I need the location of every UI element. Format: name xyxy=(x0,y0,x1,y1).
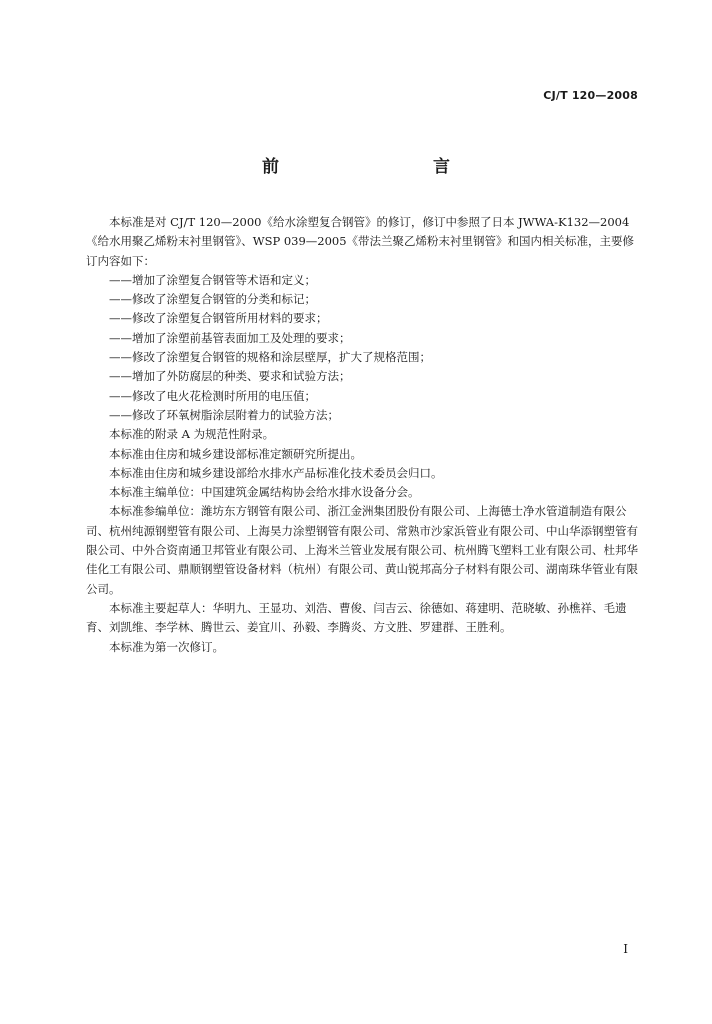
appendix-note: 本标准的附录 A 为规范性附录。 xyxy=(109,427,275,442)
list-item: ——增加了涂塑复合钢管等术语和定义； xyxy=(109,272,316,287)
change-list xyxy=(86,271,638,425)
document-body xyxy=(86,213,638,657)
list-item: ——修改了涂塑复合钢管的分类和标记； xyxy=(109,292,316,307)
committee-note: 本标准由住房和城乡建设部给水排水产品标准化技术委员会归口。 xyxy=(109,465,443,480)
list-item: ——增加了外防腐层的种类、要求和试验方法； xyxy=(109,369,351,384)
page-title: 前 言 xyxy=(262,157,490,177)
list-item: ——修改了电火花检测时所用的电压值； xyxy=(109,388,316,403)
list-item: ——修改了涂塑复合钢管所用材料的要求； xyxy=(109,311,328,326)
list-item: ——修改了环氧树脂涂层附着力的试验方法； xyxy=(109,407,339,422)
drafters-paragraph: 本标准主要起草人：华明九、王显功、刘浩、曹俊、闫吉云、徐德如、蒋建明、范晓敏、孙樵祥、毛遗育、刘凯维、李学林、腾世云、姜宜川、孙毅、李腾炎、方文胜、罗建群、王胜利。 xyxy=(86,600,627,635)
revision-note: 本标准为第一次修订。 xyxy=(109,639,224,654)
page-number: I xyxy=(623,942,628,956)
list-item: ——增加了涂塑前基管表面加工及处理的要求； xyxy=(109,330,351,345)
intro-paragraph: 本标准是对 CJ/T 120—2000《给水涂塑复合钢管》的修订，修订中参照了日本 JWWA-K132—2004《给水用聚乙烯粉末衬里钢管》、WSP 039—2005《带法兰聚乙烯粉末衬里钢管》和国内相关标准，主要修订内容如下： xyxy=(86,215,635,268)
chief-editor-note: 本标准主编单位：中国建筑金属结构协会给水排水设备分会。 xyxy=(109,485,420,500)
proposer-note: 本标准由住房和城乡建设部标准定额研究所提出。 xyxy=(109,446,362,461)
list-item: ——修改了涂塑复合钢管的规格和涂层壁厚，扩大了规格范围； xyxy=(109,350,431,365)
standard-code: CJ/T 120—2008 xyxy=(543,89,638,102)
participants-paragraph: 本标准参编单位：潍坊东方钢管有限公司、浙江金洲集团股份有限公司、上海德士净水管道制造有限公司、杭州纯源钢塑管有限公司、上海昊力涂塑钢管有限公司、常熟市沙家浜管业有限公司、中山华添钢塑管有限公司、中外合资南通卫邦管业有限公司、上海米兰管业发展有限公司、杭州腾飞塑料工业有限公司、杜邦华佳化工有限公司、鼎顺钢塑管设备材料（杭州）有限公司、黄山锐邦高分子材料有限公司、湖南珠华管业有限公司。 xyxy=(86,504,638,596)
